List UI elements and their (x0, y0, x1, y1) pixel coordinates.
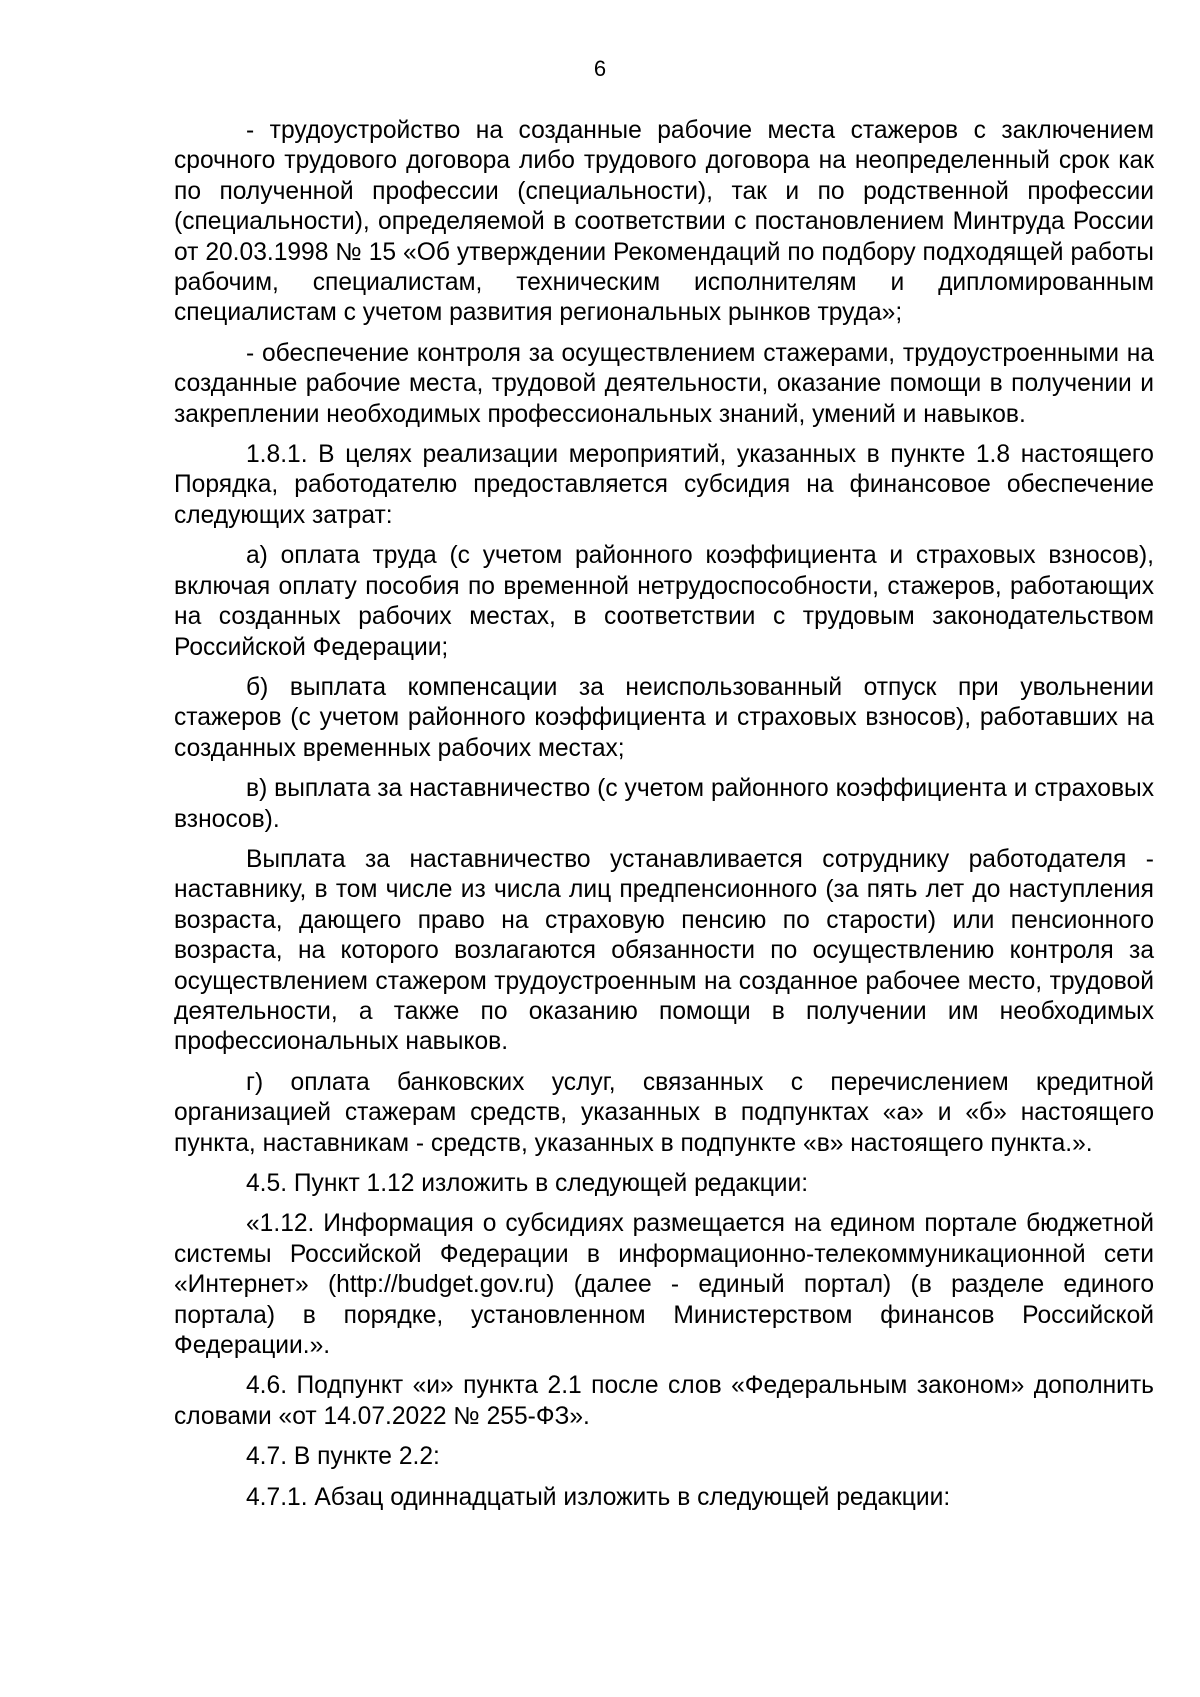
paragraph-4-5: 4.5. Пункт 1.12 изложить в следующей редакции: (246, 1170, 809, 1197)
paragraph-4-6: 4.6. Подпункт «и» пункта 2.1 после слов «Федеральным законом» дополнить словами «от 14.07.2022 № 255-ФЗ». (174, 1372, 1154, 1430)
paragraph-item-g: г) оплата банковских услуг, связанных с перечислением кредитной организацией стажерам средств, указанных в подпунктах «а» и «б» настоящего пункта, наставникам - средств, указанных в подпункте «в» настоящего пункта.». (174, 1068, 1154, 1157)
paragraph-employment-of-trainees: - трудоустройство на созданные рабочие места стажеров с заключением срочного трудового договора либо трудового договора на неопределенный срок как по полученной профессии (специальности), так и по родственной профессии (специальности), определяемой в соответствии с постановлением Минтруда России от 20.03.1998 № 15 «Об утверждении Рекомендаций по подбору подходящей работы рабочим, специалистам, техническим исполнителям и дипломированным специалистам с учетом развития региональных рынков труда»; (174, 117, 1154, 327)
paragraph-control-of-trainees: - обеспечение контроля за осуществлением стажерами, трудоустроенными на созданные рабочие места, трудовой деятельности, оказание помощи в получении и закреплении необходимых профессиональных знаний, умений и навыков. (174, 339, 1154, 428)
paragraph-1-12: «1.12. Информация о субсидиях размещается на едином портале бюджетной системы Российской Федерации в информационно-телекоммуникационной сети «Интернет» (http://budget.gov.ru) (далее - единый портал) (в разделе единого портала) в порядке, установленном Министерством финансов Российской Федерации.». (174, 1210, 1154, 1360)
paragraph-4-7-1: 4.7.1. Абзац одиннадцатый изложить в следующей редакции: (246, 1483, 951, 1511)
paragraph-mentorship-payment: Выплата за наставничество устанавливается сотруднику работодателя - наставнику, в том числе из числа лиц предпенсионного (за пять лет до наступления возраста, дающего право на страховую пенсию по старости) или пенсионного возраста, на которого возлагаются обязанности по осуществлению контроля за осуществлением стажером трудоустроенным на созданное рабочее место, трудовой деятельности, а также по оказанию помощи в получении им необходимых профессиональных навыков. (174, 845, 1154, 1056)
paragraph-4-7: 4.7. В пункте 2.2: (246, 1443, 440, 1471)
document-body (174, 116, 1154, 1523)
paragraph-item-b: б) выплата компенсации за неиспользованный отпуск при увольнении стажеров (с учетом районного коэффициента и страховых взносов), работавших на созданных временных рабочих местах; (174, 673, 1154, 762)
paragraph-1-8-1: 1.8.1. В целях реализации мероприятий, указанных в пункте 1.8 настоящего Порядка, работодателю предоставляется субсидия на финансовое обеспечение следующих затрат: (174, 441, 1154, 529)
paragraph-item-a: а) оплата труда (с учетом районного коэффициента и страховых взносов), включая оплату пособия по временной нетрудоспособности, стажеров, работающих на созданных рабочих местах, в соответствии с трудовым законодательством Российской Федерации; (174, 542, 1154, 661)
page-number: 6 (593, 56, 607, 81)
paragraph-item-v: в) выплата за наставничество (с учетом районного коэффициента и страховых взносов). (174, 775, 1154, 833)
